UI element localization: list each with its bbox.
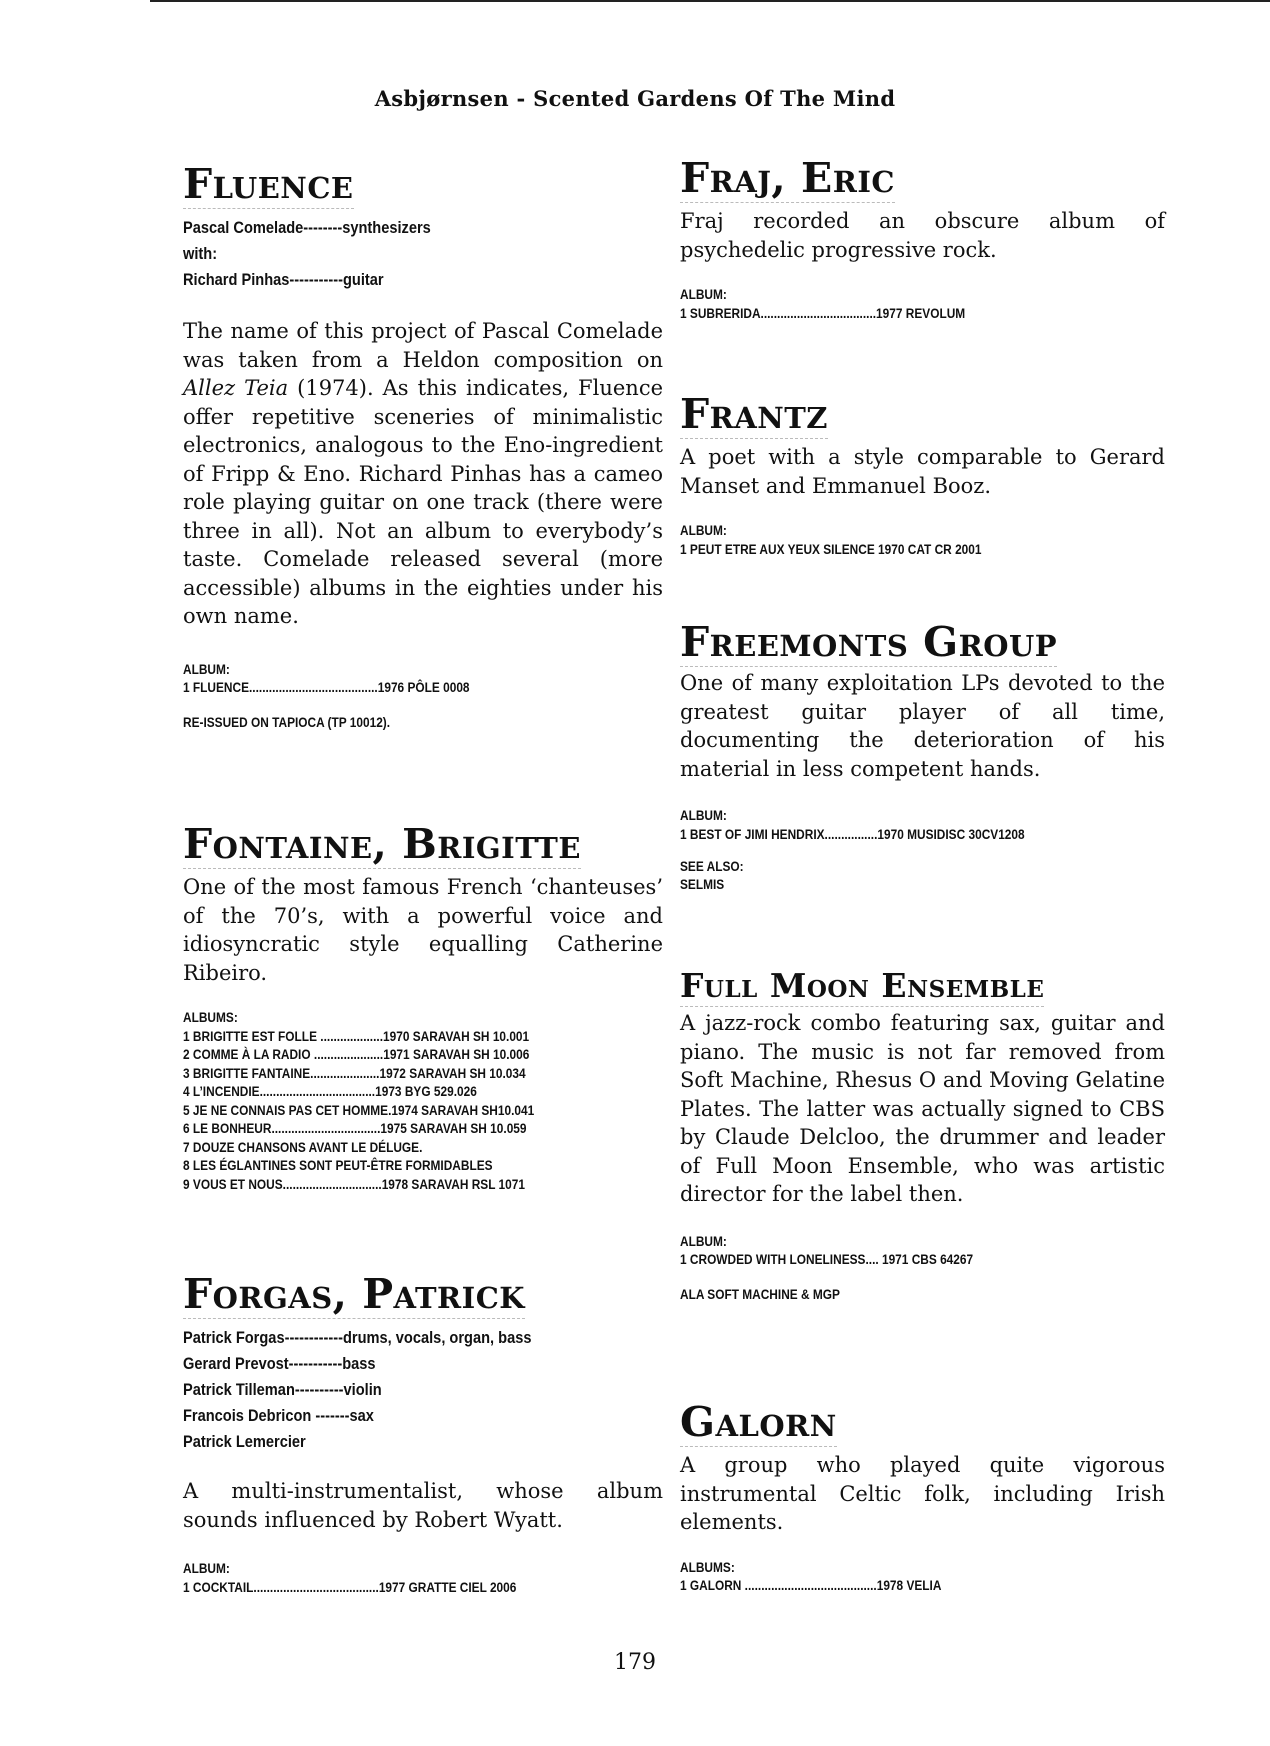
discography-heading: ALBUMS: (680, 1559, 735, 1575)
discography-row: 1 SUBRERIDA...................................1977 REVOLUM (680, 305, 966, 321)
lineup-member: Gerard Prevost-----------bass (183, 1354, 376, 1373)
entry-description: One of many exploitation LPs devoted to the greatest guitar player of all time, documenting the deterioration of his material in less competent hands. (680, 671, 1165, 781)
lineup-member: Patrick Forgas------------drums, vocals, organ, bass (183, 1328, 532, 1347)
discography-row: 1 BRIGITTE EST FOLLE ...................1970 SARAVAH SH 10.001 (183, 1028, 530, 1044)
entry-title: Forgas, Patrick (183, 1270, 526, 1318)
entry-title: Fraj, Eric (680, 154, 895, 202)
discography (680, 807, 1107, 844)
entry-description: One of the most famous French ‘chanteuses’ of the 70’s, with a powerful voice and idiosyncratic style equalling Catherine Ribeiro. (183, 875, 663, 985)
entry-note: RE-ISSUED ON TAPIOCA (TP 10012). (183, 714, 391, 730)
lineup-member: Francois Debricon -------sax (183, 1406, 374, 1425)
lineup-member: Patrick Tilleman----------violin (183, 1380, 382, 1399)
discography-row: 5 JE NE CONNAIS PAS CET HOMME.1974 SARAVAH SH10.041 (183, 1102, 535, 1118)
entry-description: A group who played quite vigorous instrumental Celtic folk, including Irish elements. (680, 1453, 1165, 1534)
entry-galorn (680, 1400, 1165, 1596)
discography-row: 3 BRIGITTE FANTAINE.....................1972 SARAVAH SH 10.034 (183, 1065, 526, 1081)
see-also-heading: SEE ALSO: (680, 859, 744, 874)
discography-row: 1 COCKTAIL......................................1977 GRATTE CIEL 2006 (183, 1579, 517, 1595)
discography-row: 9 VOUS ET NOUS..............................1978 SARAVAH RSL 1071 (183, 1176, 525, 1192)
discography-row: 1 GALORN ........................................1978 VELIA (680, 1578, 942, 1593)
entry-title: Galorn (680, 1398, 837, 1446)
running-header: Asbjørnsen - Scented Gardens Of The Mind (374, 86, 896, 111)
entry-frantz (680, 392, 1165, 559)
entry-forgas (183, 1272, 663, 1597)
entry-description: A jazz-rock combo featuring sax, guitar and piano. The music is not far removed from Soft Machine, Rhesus O and Moving Gelatine Plates. The latter was actually signed to CBS by Claude Delcloo, the drummer and leader of Full Moon Ensemble, who was artistic director for the label then. (680, 1011, 1165, 1206)
discography-row: 4 L’INCENDIE...................................1973 BYG 529.026 (183, 1084, 477, 1099)
lineup (183, 215, 663, 293)
entry-description: A poet with a style comparable to Gerard Manset and Emmanuel Booz. (680, 445, 1165, 498)
entry-title: Fluence (183, 160, 354, 208)
lineup (183, 1325, 663, 1455)
entry-fraj (680, 156, 1165, 323)
discography-heading: ALBUM: (183, 1561, 230, 1576)
discography-heading: ALBUM: (183, 661, 230, 677)
discography (183, 1560, 605, 1597)
discography (680, 286, 1107, 323)
discography-heading: ALBUMS: (183, 1010, 238, 1025)
entry-fontaine (183, 822, 663, 1194)
discography-row: 1 BEST OF JIMI HENDRIX................1970 MUSIDISC 30CV1208 (680, 826, 1025, 842)
entry-full-moon-ensemble (680, 968, 1165, 1304)
discography-row: 1 FLUENCE.......................................1976 PÔLE 0008 (183, 680, 470, 695)
entry-freemonts-group (680, 620, 1165, 894)
entry-fluence (183, 162, 663, 732)
see-also-link: SELMIS (680, 877, 725, 892)
entry-title: Freemonts Group (680, 618, 1058, 666)
entry-description: The name of this project of Pascal Comelade was taken from a Heldon composition on Allez Teia (1974). As this indicates, Fluence offer repetitive sceneries of minimalistic electronics, analogous to the Eno-ingredient of Fripp & Eno. Richard Pinhas has a cameo role playing guitar on one track (there were three in all). Not an album to everybody’s taste. Comelade released several (more accessible) albums in the eighties under his own name. (183, 319, 664, 628)
discography-row: 6 LE BONHEUR.................................1975 SARAVAH SH 10.059 (183, 1121, 527, 1136)
discography-heading: ALBUM: (680, 523, 727, 538)
page-number: 179 (614, 1650, 656, 1675)
top-rule (150, 0, 1270, 2)
discography-row: 2 COMME À LA RADIO .....................1971 SARAVAH SH 10.006 (183, 1047, 530, 1062)
discography (183, 661, 605, 698)
discography (680, 1559, 1107, 1596)
lineup-member: Pascal Comelade--------synthesizers (183, 218, 431, 237)
discography-heading: ALBUM: (680, 1233, 727, 1249)
entry-note: ALA SOFT MACHINE & MGP (680, 1286, 840, 1302)
entry-title: Fontaine, Brigitte (183, 820, 581, 868)
discography (680, 1233, 1107, 1270)
discography-row: 8 LES ÉGLANTINES SONT PEUT-ÊTRE FORMIDABLES (183, 1158, 493, 1173)
entry-title: Full Moon Ensemble (680, 966, 1045, 1005)
lineup-member: with: (183, 244, 218, 263)
entry-description: Fraj recorded an obscure album of psychedelic progressive rock. (680, 209, 1165, 262)
entry-description: A multi-instrumentalist, whose album sounds influenced by Robert Wyatt. (183, 1479, 663, 1532)
discography (183, 1009, 605, 1194)
see-also (680, 858, 1107, 894)
album-title-italic: Allez Teia (183, 376, 289, 400)
discography-heading: ALBUM: (680, 287, 727, 302)
lineup-member: Richard Pinhas-----------guitar (183, 270, 384, 289)
entry-title: Frantz (680, 390, 828, 438)
lineup-member: Patrick Lemercier (183, 1432, 306, 1451)
discography-row: 7 DOUZE CHANSONS AVANT LE DÉLUGE. (183, 1139, 423, 1155)
discography-heading: ALBUM: (680, 808, 727, 823)
discography-row: 1 PEUT ETRE AUX YEUX SILENCE 1970 CAT CR 2001 (680, 541, 982, 557)
discography-row: 1 CROWDED WITH LONELINESS.... 1971 CBS 64267 (680, 1252, 974, 1267)
discography (680, 522, 1107, 559)
